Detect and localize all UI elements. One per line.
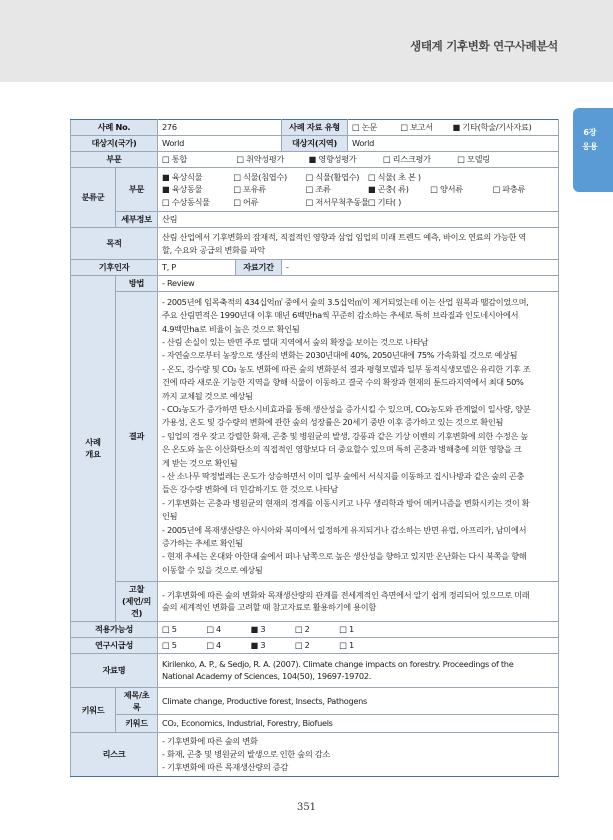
type-option[interactable]: □ 보고서: [400, 122, 433, 133]
score-option[interactable]: □ 5: [162, 624, 177, 634]
result-line: 게 받는 것으로 확인됨: [162, 457, 238, 468]
reference-text: [158, 653, 559, 687]
result-line: - 온도, 강수량 및 CO₂ 농도 변화에 따른 숲의 변화분석 결과 평형모델과 일부 동적식생모델은 유리한 기후 조: [162, 363, 531, 374]
discussion-line: - 기후변화에 따른 숲의 변화와 목재생산량의 관계를 전세계적인 측면에서 알기 쉽게 정리되어 있으므로 미래: [162, 590, 530, 601]
applicability-label: 적용가능성: [71, 621, 158, 637]
result-line: 주요 산림면적은 1990년대 이후 매년 6백만ha씩 꾸준히 감소하는 추세로 특히 브라질과 인도네시아에서: [162, 310, 519, 321]
taxon-option[interactable]: □ 식물( 초 본 ): [367, 171, 421, 182]
field-option[interactable]: ■ 영향성평가: [308, 154, 357, 165]
result-line: - CO₂농도가 증가하면 탄소시비효과를 통해 생산성을 증가시킬 수 있으며, CO₂농도와 관계없이 일사량, 양분: [162, 403, 531, 414]
purpose-line: 산림 산업에서 기후변화의 잠재적, 직접적인 영향과 삼업 임업의 미래 트렌드 예측, 바이오 연료의 가능한 역: [162, 232, 527, 243]
row-method: [71, 276, 559, 292]
row-risk: [71, 733, 559, 777]
method-label: 방법: [116, 276, 158, 292]
result-line: - 기후변화는 곤충과 병원균의 현재의 경계를 이동시키고 나무 생리학과 방어 메커니즘을 변화시키는 것이 확: [162, 497, 530, 508]
result-line: 이동할 수 있을 것으로 예상됨: [162, 564, 263, 575]
result-line: 까지 교체될 것으로 예상됨: [162, 390, 253, 401]
keywords-title-label: 제목/초록: [116, 687, 158, 714]
overview-label: [71, 276, 116, 622]
row-result: [71, 292, 559, 582]
taxon-option[interactable]: □ 저서무척추동물: [305, 196, 369, 207]
target-country-value: World: [158, 136, 282, 152]
result-line: - 산 소나무 딱정벌레는 온도가 상승하면서 이미 일부 숲에서 서식지를 이동하고 집시나방과 같은 숲의 곤충: [162, 471, 525, 482]
factor-value: T, P: [158, 260, 236, 276]
score-option[interactable]: □ 5: [162, 640, 177, 650]
row-keywords-title: [71, 687, 559, 714]
discussion-label-1: 고찰: [128, 584, 145, 594]
risk-text: [158, 733, 559, 777]
purpose-label: 목적: [71, 228, 158, 260]
taxon-option[interactable]: □ 식물(활엽수): [305, 171, 360, 182]
taxon-option[interactable]: □ 식물(침엽수): [233, 171, 287, 182]
score-option[interactable]: □ 4: [206, 624, 221, 634]
result-line: - 임업의 경우 잦고 강렬한 화재, 곤충 및 병원균의 발생, 강풍과 같은 기상 이벤의 기후변화에 의한 수정은 높: [162, 430, 528, 441]
score-option[interactable]: ■ 3: [250, 624, 266, 634]
field-label: 부문: [71, 152, 158, 168]
urgency-label: 연구시급성: [71, 637, 158, 653]
discussion-line: 숲의 세계적인 변화를 고려할 때 참고자료로 활용하기에 용이함: [162, 602, 376, 613]
score-option[interactable]: □ 1: [339, 624, 354, 634]
score-option[interactable]: □ 1: [339, 640, 354, 650]
side-tab-line-1: 6장: [583, 128, 597, 137]
target-country-label: 대상지(국가): [71, 136, 158, 152]
row-purpose: [71, 228, 559, 260]
row-discussion: [71, 582, 559, 622]
score-option[interactable]: □ 2: [294, 640, 310, 650]
score-option[interactable]: ■ 3: [250, 640, 266, 650]
reference-line: National Academy of Sciences, 104(50), 19697-19702.: [162, 671, 372, 682]
row-detail: [71, 212, 559, 228]
applicability-options: [158, 621, 559, 637]
result-label: 결과: [116, 292, 158, 582]
target-region-value: World: [348, 136, 559, 152]
row-case-no: [71, 120, 559, 136]
urgency-options: [158, 637, 559, 653]
period-value: -: [282, 260, 559, 276]
type-option[interactable]: ■ 기타(학술/기사자료): [452, 122, 532, 133]
risk-line: - 기후변화에 따른 숲의 변화: [162, 736, 258, 747]
classification-label: 분류군: [71, 168, 116, 228]
field-option[interactable]: □ 모델링: [457, 154, 490, 165]
score-option[interactable]: □ 2: [294, 624, 310, 634]
discussion-label-2: (제언/의견): [122, 596, 151, 619]
risk-line: - 기후변화에 따른 목재생산량의 증감: [162, 762, 289, 773]
case-no-label: 사례 No.: [71, 120, 158, 136]
result-line: 건에 따라 새로운 기능한 지역을 향해 식물이 이동하고 결국 수의 확장과 현재의 툰드라지역에서 최대 50%: [162, 377, 524, 388]
result-line: - 산림 손실이 있는 반면 주로 열대 지역에서 숲의 확장을 보이는 것으로 나타남: [162, 336, 429, 347]
field-options: [158, 152, 559, 168]
discussion-text: [158, 582, 559, 622]
result-line: 인됨: [162, 511, 178, 522]
row-urgency: [71, 637, 559, 653]
row-keywords: [71, 715, 559, 733]
reference-label: 자료명: [71, 653, 158, 687]
risk-line: - 화재, 곤충 및 병원균의 발생으로 인한 숲의 감소: [162, 749, 330, 760]
result-line: - 자연숲으로부터 농장으로 생산의 변화는 2030년대에 40%, 2050년대에 75% 가속화될 것으로 예상됨: [162, 350, 518, 361]
case-type-options: [348, 120, 559, 136]
row-field: [71, 152, 559, 168]
taxon-option[interactable]: □ 포유류: [233, 184, 266, 195]
period-label: 자료기간: [236, 260, 282, 276]
result-line: - 현재 추세는 온대와 아한대 숲에서 떠나 남쪽으로 높은 생산성을 향하고 있지만 온난화는 다시 북쪽을 향해: [162, 551, 527, 562]
overview-label-1: 사례: [85, 437, 101, 448]
taxon-option[interactable]: □ 조류: [305, 184, 331, 195]
detail-value: 산림: [158, 212, 559, 228]
field-option[interactable]: □ 통합: [162, 154, 187, 165]
score-option[interactable]: □ 4: [206, 640, 221, 650]
result-text: [158, 292, 559, 582]
method-value: - Review: [158, 276, 559, 292]
discussion-label: [116, 582, 158, 622]
chapter-side-tab: [573, 108, 613, 192]
target-region-label: 대상지(지역): [282, 136, 348, 152]
taxon-option[interactable]: ■ 육상식물: [162, 171, 203, 182]
keywords-title-value: Climate change, Productive forest, Insects, Pathogens: [158, 687, 559, 714]
taxon-option[interactable]: □ 기타( ): [367, 196, 401, 207]
reference-line: Kirilenko, A. P., & Sedjo, R. A. (2007). Climate change impacts on forestry. Proceedings of the: [162, 658, 514, 669]
purpose-line: 할, 수요와 공급의 변화를 파악: [162, 244, 265, 255]
result-line: - 2005년에 목재생산량은 아시아와 북미에서 일정하게 유지되거나 감소하는 반면 유럽, 아프리카, 남미에서: [162, 524, 527, 535]
row-classification: [71, 168, 559, 212]
field-option[interactable]: □ 리스크평가: [382, 154, 431, 165]
taxon-option[interactable]: □ 수상동식물: [162, 196, 210, 207]
factor-label: 기후인자: [71, 260, 158, 276]
type-option[interactable]: □ 논문: [352, 122, 377, 133]
row-factor: [71, 260, 559, 276]
result-line: 은 온도와 높은 이산화탄소의 직접적인 영향보다 더 중요할수 있으며 특히 곤충과 병해충에 의한 영향을 크: [162, 444, 522, 455]
taxon-option[interactable]: □ 파충류: [492, 184, 526, 195]
result-line: - 2005년에 임목축적의 434십억㎥ 중에서 숲의 3.5십억㎥이 제거되었는데 이는 산업 원목과 땔감이었으며,: [162, 296, 529, 307]
page-header-title: 생태계 기후변화 연구사례분석: [410, 39, 558, 53]
taxon-option[interactable]: ■ 육상동물: [162, 184, 203, 195]
purpose-text: [158, 228, 559, 260]
case-table: [70, 119, 559, 777]
result-line: 가용성, 온도 및 강수량의 변화에 관한 숲의 성장률은 20세기 중반 이후 증가하고 있는 것으로 확인됨: [162, 417, 504, 428]
row-target: [71, 136, 559, 152]
field-option[interactable]: □ 취약성평가: [236, 154, 285, 165]
sector-label: 부문: [116, 168, 158, 212]
row-reference: [71, 653, 559, 687]
risk-label: 리스크: [71, 733, 158, 777]
detail-label: 세부정보: [116, 212, 158, 228]
case-type-label: 사례 자료 유형: [282, 120, 348, 136]
taxon-option[interactable]: □ 양서류: [430, 184, 463, 195]
overview-label-2: 개요: [85, 449, 101, 460]
result-line: 증가하는 추세로 확인됨: [162, 538, 243, 549]
result-line: 4.9백만ha로 비율이 높은 것으로 확인됨: [162, 323, 300, 334]
taxon-option[interactable]: □ 어류: [233, 196, 259, 207]
row-applicability: [71, 621, 559, 637]
keywords-kw-label: 키워드: [116, 715, 158, 733]
keywords-label: 키워드: [71, 687, 116, 732]
keywords-kw-value: CO₂, Economics, Industrial, Forestry, Biofuels: [158, 715, 559, 733]
result-line: 들은 강수량 변화에 더 민감하기도 한 것으로 나타남: [162, 484, 338, 495]
page-number: 351: [296, 802, 317, 813]
sector-options: [158, 168, 559, 212]
taxon-option[interactable]: ■ 곤충( 류): [367, 184, 409, 195]
side-tab-line-2: 응용: [582, 142, 598, 151]
case-no-value: 276: [158, 120, 282, 136]
